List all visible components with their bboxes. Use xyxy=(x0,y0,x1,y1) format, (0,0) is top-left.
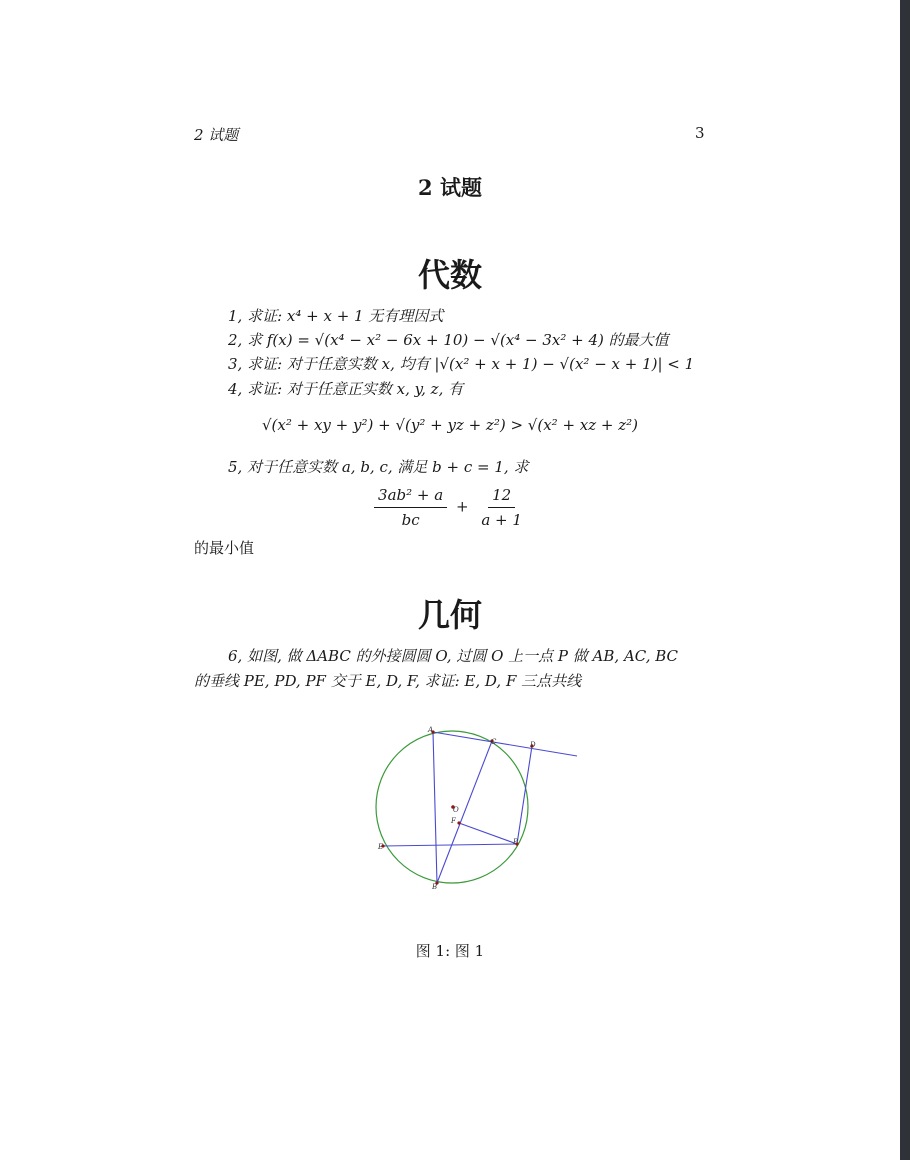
fraction-1-numerator: 3ab² + a xyxy=(374,486,447,508)
problem-3: 3, 求证: 对于任意实数 x, 均有 |√(x² + x + 1) − √(x² − x + 1)| < 1 xyxy=(228,355,695,373)
problem-2: 2, 求 f(x) = √(x⁴ − x² − 6x + 10) − √(x⁴ − 3x² + 4) 的最大值 xyxy=(228,331,669,349)
problem-5-expression xyxy=(0,486,900,529)
fraction-1 xyxy=(374,486,447,529)
geometry-figure xyxy=(365,720,585,895)
problem-1: 1, 求证: x⁴ + x + 1 无有理因式 xyxy=(228,307,444,325)
problem-5: 5, 对于任意实数 a, b, c, 满足 b + c = 1, 求 xyxy=(228,458,529,476)
fraction-1-denominator: bc xyxy=(401,511,420,529)
label-P: P xyxy=(513,838,518,846)
label-B: B xyxy=(432,883,438,891)
algebra-heading: 代数 xyxy=(417,256,482,294)
plus-sign: + xyxy=(455,497,469,516)
viewer-scrollbar[interactable] xyxy=(900,0,910,1160)
page-number: 3 xyxy=(695,124,705,142)
geometry-heading: 几何 xyxy=(417,596,482,634)
label-C: C xyxy=(491,738,497,746)
label-E: E xyxy=(378,843,384,851)
line-PE xyxy=(383,844,517,846)
label-A: A xyxy=(428,726,434,734)
line-AB xyxy=(433,732,437,883)
problem-6-line-1: 6, 如图, 做 ΔABC 的外接圆圆 O, 过圆 O 上一点 P 做 AB, AC, BC xyxy=(228,647,679,665)
line-PF xyxy=(459,823,517,844)
problem-4: 4, 求证: 对于任意正实数 x, y, z, 有 xyxy=(228,380,464,398)
label-D: D xyxy=(530,741,536,749)
label-O: O xyxy=(453,806,459,814)
fraction-2 xyxy=(477,486,526,529)
problem-4-equation: √(x² + xy + y²) + √(y² + yz + z²) > √(x² + xz + z²) xyxy=(261,416,639,434)
fraction-2-denominator: a + 1 xyxy=(481,511,522,529)
running-header-left: 2 试题 xyxy=(194,126,239,144)
fraction-2-numerator: 12 xyxy=(488,486,515,508)
point-F xyxy=(457,821,460,824)
label-F: F xyxy=(451,817,456,825)
section-title: 2 试题 xyxy=(418,175,482,200)
problem-6-line-2: 的垂线 PE, PD, PF 交于 E, D, F, 求证: E, D, F 三点共线 xyxy=(194,672,582,690)
figure-caption: 图 1: 图 1 xyxy=(415,942,485,960)
problem-5-tail: 的最小值 xyxy=(194,539,255,557)
line-BC xyxy=(437,741,492,883)
